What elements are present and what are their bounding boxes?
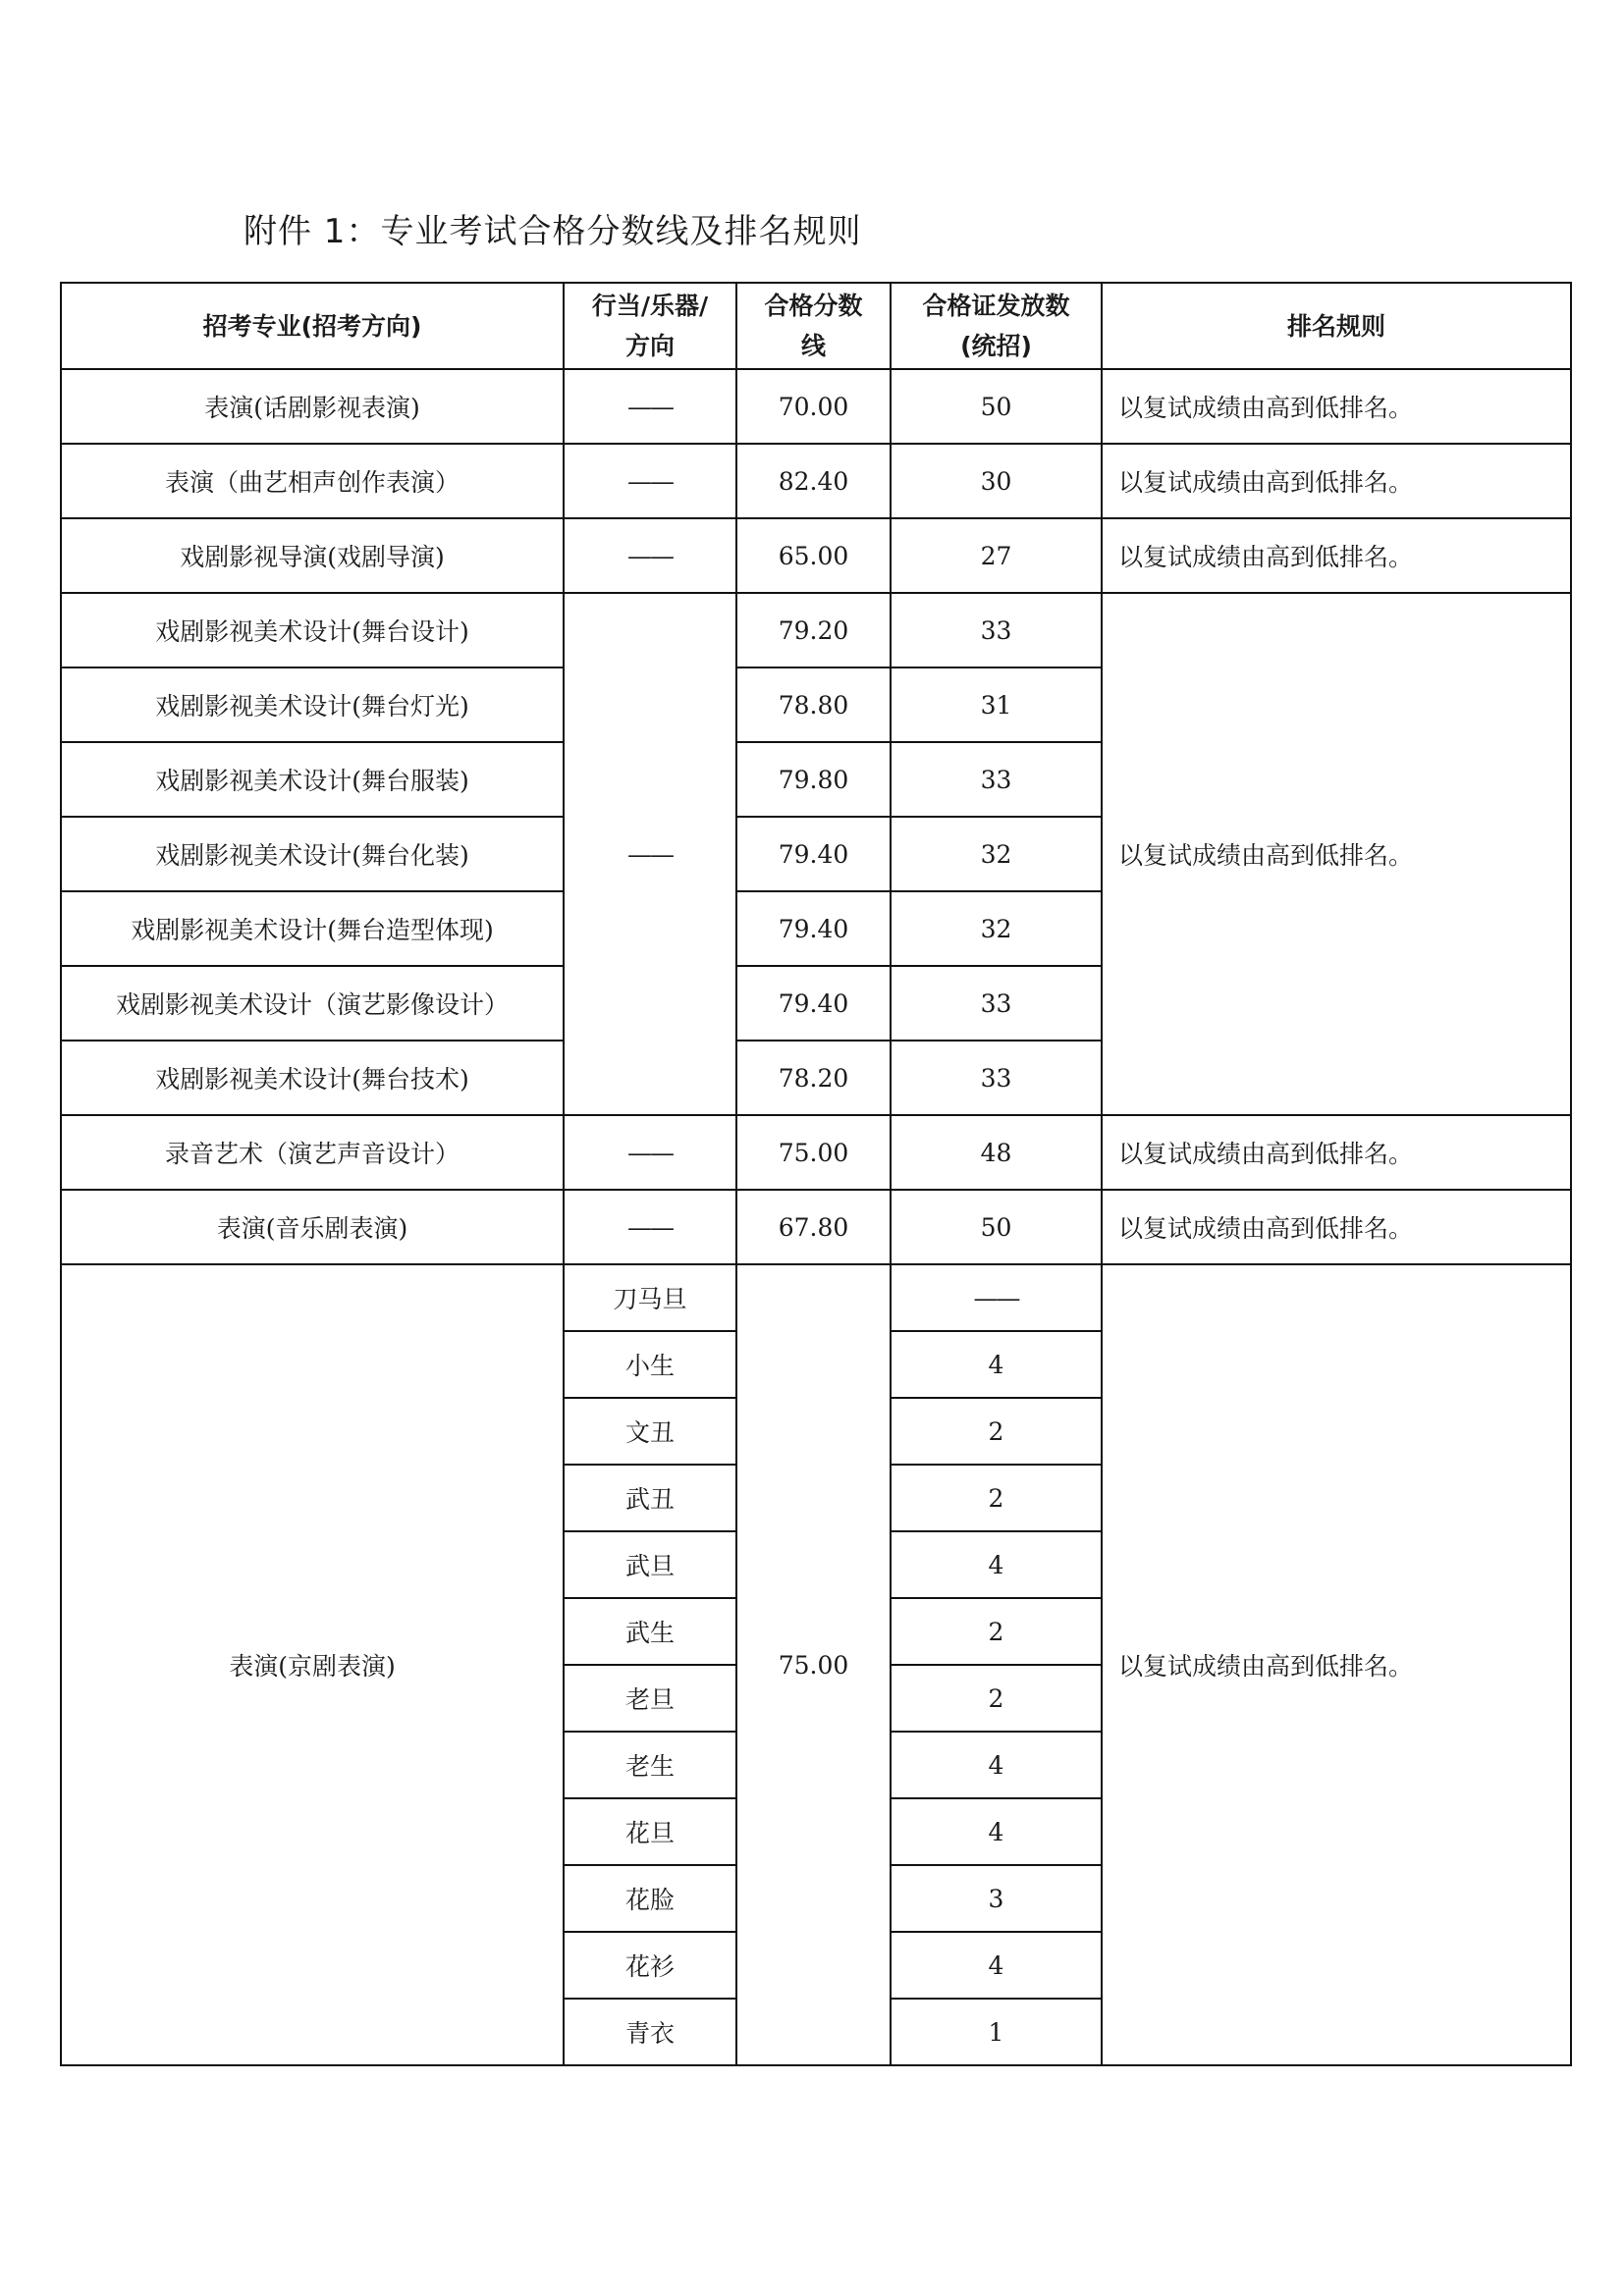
table-row bbox=[61, 1190, 1571, 1264]
count-cell: 4 bbox=[891, 1798, 1102, 1865]
rule-cell-merged: 以复试成绩由高到低排名。 bbox=[1102, 593, 1571, 1115]
role-cell: 刀马旦 bbox=[564, 1264, 736, 1331]
table-row bbox=[61, 1264, 1571, 1331]
score-cell: 78.80 bbox=[736, 667, 891, 742]
count-cell: 33 bbox=[891, 1041, 1102, 1115]
count-cell: 50 bbox=[891, 1190, 1102, 1264]
major-cell: 戏剧影视美术设计(舞台化装) bbox=[61, 817, 564, 891]
score-cell: 79.40 bbox=[736, 966, 891, 1041]
header-score-line2: 线 bbox=[800, 332, 826, 360]
major-cell: 表演(音乐剧表演) bbox=[61, 1190, 564, 1264]
major-cell: 戏剧影视美术设计(舞台服装) bbox=[61, 742, 564, 817]
role-cell: 老旦 bbox=[564, 1665, 736, 1732]
role-cell: 花脸 bbox=[564, 1865, 736, 1932]
header-score bbox=[736, 283, 891, 369]
table-row bbox=[61, 369, 1571, 444]
count-cell: 2 bbox=[891, 1665, 1102, 1732]
header-count bbox=[891, 283, 1102, 369]
major-cell: 戏剧影视美术设计（演艺影像设计） bbox=[61, 966, 564, 1041]
major-cell: 表演(话剧影视表演) bbox=[61, 369, 564, 444]
table-header-row bbox=[61, 283, 1571, 369]
count-cell: 2 bbox=[891, 1398, 1102, 1465]
header-role bbox=[564, 283, 736, 369]
count-cell: 33 bbox=[891, 593, 1102, 667]
count-cell: 27 bbox=[891, 518, 1102, 593]
major-cell: 戏剧影视导演(戏剧导演) bbox=[61, 518, 564, 593]
count-cell: 32 bbox=[891, 817, 1102, 891]
score-cell-merged: 75.00 bbox=[736, 1264, 891, 2065]
count-cell: 4 bbox=[891, 1932, 1102, 1999]
count-cell: 30 bbox=[891, 444, 1102, 518]
rule-cell: 以复试成绩由高到低排名。 bbox=[1102, 1115, 1571, 1190]
count-cell: 48 bbox=[891, 1115, 1102, 1190]
role-cell-merged: —— bbox=[564, 593, 736, 1115]
major-cell: 戏剧影视美术设计(舞台灯光) bbox=[61, 667, 564, 742]
role-cell: 老生 bbox=[564, 1732, 736, 1798]
major-cell: 戏剧影视美术设计(舞台技术) bbox=[61, 1041, 564, 1115]
score-cell: 75.00 bbox=[736, 1115, 891, 1190]
role-cell: —— bbox=[564, 518, 736, 593]
header-role-line2: 方向 bbox=[624, 332, 675, 360]
count-cell: 4 bbox=[891, 1531, 1102, 1598]
role-cell: 武生 bbox=[564, 1598, 736, 1665]
role-cell: 花旦 bbox=[564, 1798, 736, 1865]
header-rule: 排名规则 bbox=[1102, 283, 1571, 369]
table-row bbox=[61, 518, 1571, 593]
score-cell: 79.80 bbox=[736, 742, 891, 817]
count-cell: 33 bbox=[891, 742, 1102, 817]
role-cell: —— bbox=[564, 369, 736, 444]
role-cell: 小生 bbox=[564, 1331, 736, 1398]
table-row bbox=[61, 593, 1571, 667]
rule-cell: 以复试成绩由高到低排名。 bbox=[1102, 518, 1571, 593]
count-cell: 3 bbox=[891, 1865, 1102, 1932]
header-major: 招考专业(招考方向) bbox=[61, 283, 564, 369]
count-cell: 33 bbox=[891, 966, 1102, 1041]
count-cell: 4 bbox=[891, 1732, 1102, 1798]
header-count-line1: 合格证发放数 bbox=[922, 292, 1070, 320]
table-row bbox=[61, 1115, 1571, 1190]
role-cell: 文丑 bbox=[564, 1398, 736, 1465]
role-cell: 武丑 bbox=[564, 1465, 736, 1531]
header-role-line1: 行当/乐器/ bbox=[591, 292, 709, 320]
count-cell: 1 bbox=[891, 1999, 1102, 2065]
rule-cell: 以复试成绩由高到低排名。 bbox=[1102, 444, 1571, 518]
header-count-line2: (统招) bbox=[960, 332, 1032, 360]
major-cell: 戏剧影视美术设计(舞台设计) bbox=[61, 593, 564, 667]
count-cell: 50 bbox=[891, 369, 1102, 444]
role-cell: —— bbox=[564, 444, 736, 518]
major-cell: 戏剧影视美术设计(舞台造型体现) bbox=[61, 891, 564, 966]
rule-cell-merged: 以复试成绩由高到低排名。 bbox=[1102, 1264, 1571, 2065]
score-cell: 79.40 bbox=[736, 817, 891, 891]
header-score-line1: 合格分数 bbox=[764, 292, 863, 320]
count-cell: —— bbox=[891, 1264, 1102, 1331]
major-cell: 表演（曲艺相声创作表演） bbox=[61, 444, 564, 518]
count-cell: 4 bbox=[891, 1331, 1102, 1398]
count-cell: 31 bbox=[891, 667, 1102, 742]
rule-cell: 以复试成绩由高到低排名。 bbox=[1102, 1190, 1571, 1264]
score-cell: 65.00 bbox=[736, 518, 891, 593]
rule-cell: 以复试成绩由高到低排名。 bbox=[1102, 369, 1571, 444]
count-cell: 32 bbox=[891, 891, 1102, 966]
score-cell: 67.80 bbox=[736, 1190, 891, 1264]
score-cell: 78.20 bbox=[736, 1041, 891, 1115]
role-cell: 花衫 bbox=[564, 1932, 736, 1999]
role-cell: 武旦 bbox=[564, 1531, 736, 1598]
score-cell: 79.40 bbox=[736, 891, 891, 966]
major-cell-merged: 表演(京剧表演) bbox=[61, 1264, 564, 2065]
score-cell: 79.20 bbox=[736, 593, 891, 667]
role-cell: 青衣 bbox=[564, 1999, 736, 2065]
page-title: 附件 1：专业考试合格分数线及排名规则 bbox=[244, 212, 862, 251]
role-cell: —— bbox=[564, 1115, 736, 1190]
table-row bbox=[61, 444, 1571, 518]
score-cell: 70.00 bbox=[736, 369, 891, 444]
score-table bbox=[60, 282, 1572, 2066]
major-cell: 录音艺术（演艺声音设计） bbox=[61, 1115, 564, 1190]
count-cell: 2 bbox=[891, 1465, 1102, 1531]
count-cell: 2 bbox=[891, 1598, 1102, 1665]
role-cell: —— bbox=[564, 1190, 736, 1264]
score-cell: 82.40 bbox=[736, 444, 891, 518]
